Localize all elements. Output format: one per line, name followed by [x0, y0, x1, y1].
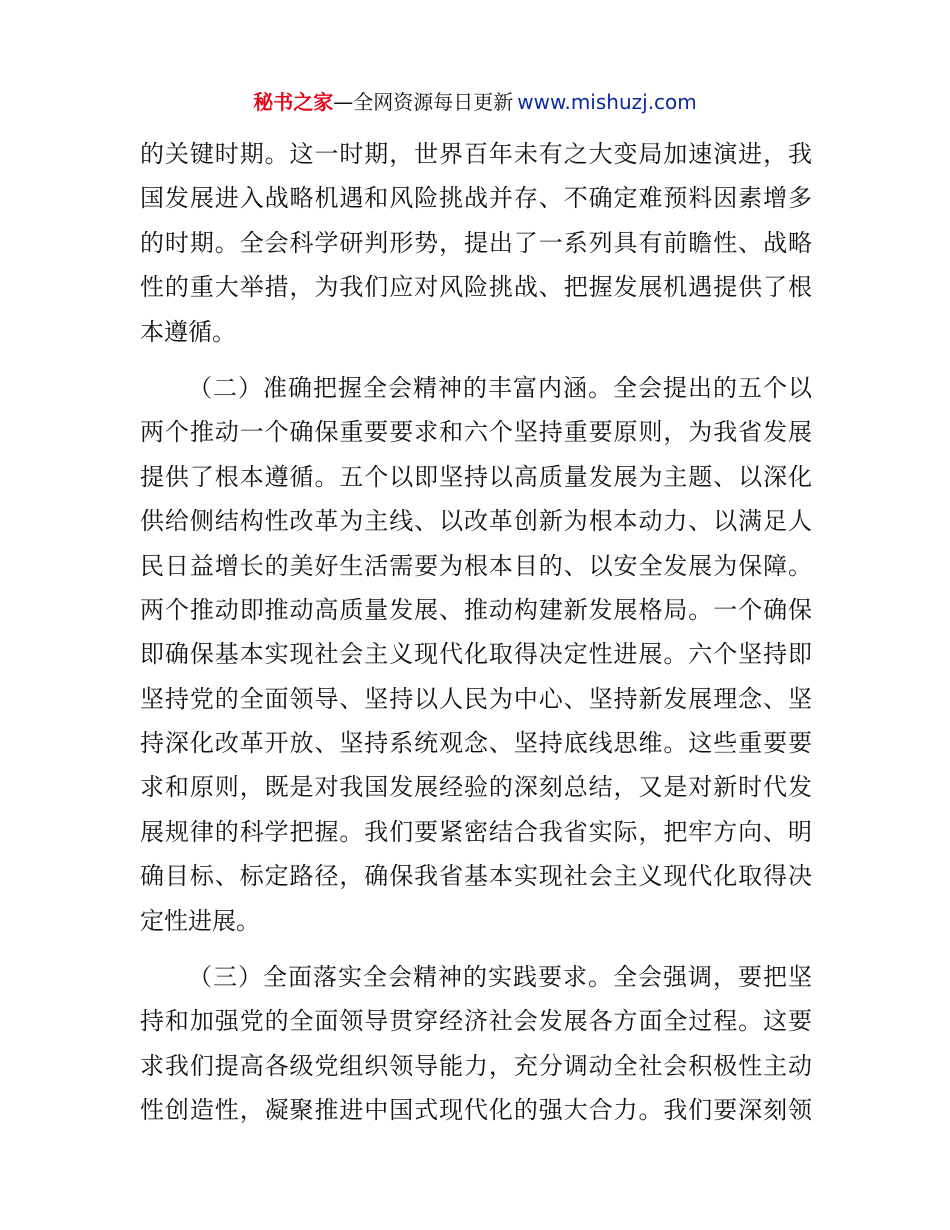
text-line: 性的重大举措，为我们应对风险挑战、把握发展机遇提供了根: [140, 273, 812, 302]
text-line: 性创造性，凝聚推进中国式现代化的强大合力。我们要深刻领: [140, 1096, 812, 1125]
text-line: 求我们提高各级党组织领导能力，充分调动全社会积极性主动: [140, 1051, 812, 1080]
text-line: 本遵循。: [140, 317, 236, 346]
text-line: 提供了根本遵循。五个以即坚持以高质量发展为主题、以深化: [140, 462, 812, 491]
paragraph-continuation: [140, 132, 812, 354]
header-brand: 秘书之家: [253, 90, 334, 114]
text-line: 即确保基本实现社会主义现代化取得决定性进展。六个坚持即: [140, 640, 812, 669]
text-line: 求和原则，既是对我国发展经验的深刻总结，又是对新时代发: [140, 773, 812, 802]
text-line: 两个推动即推动高质量发展、推动构建新发展格局。一个确保: [140, 595, 812, 624]
header-url-link[interactable]: www.mishuzj.com: [517, 90, 697, 114]
text-line: 两个推动一个确保重要要求和六个坚持重要原则，为我省发展: [140, 418, 812, 447]
text-line: 的关键时期。这一时期，世界百年未有之大变局加速演进，我: [140, 140, 812, 168]
header-slogan: —全网资源每日更新: [333, 90, 514, 114]
text-line: 国发展进入战略机遇和风险挑战并存、不确定难预料因素增多: [140, 184, 812, 213]
text-line: 供给侧结构性改革为主线、以改革创新为根本动力、以满足人: [140, 507, 812, 536]
document-body: [140, 132, 812, 1133]
text-line: 民日益增长的美好生活需要为根本目的、以安全发展为保障。: [140, 551, 812, 580]
text-line: 展规律的科学把握。我们要紧密结合我省实际，把牢方向、明: [140, 817, 812, 846]
paragraph-section-three: [140, 955, 812, 1133]
text-line: 的时期。全会科学研判形势，提出了一系列具有前瞻性、战略: [140, 228, 812, 257]
text-line: 定性进展。: [140, 906, 260, 935]
text-line: （三）全面落实全会精神的实践要求。全会强调，要把坚: [188, 963, 812, 992]
text-line: 持深化改革开放、坚持系统观念、坚持底线思维。这些重要要: [140, 729, 812, 758]
text-line: 坚持党的全面领导、坚持以人民为中心、坚持新发展理念、坚: [140, 684, 812, 713]
page-header: [0, 88, 950, 116]
paragraph-section-two: [140, 366, 812, 943]
text-line: 持和加强党的全面领导贯穿经济社会发展各方面全过程。这要: [140, 1007, 812, 1036]
text-line: （二）准确把握全会精神的丰富内涵。全会提出的五个以: [188, 373, 812, 402]
text-line: 确目标、标定路径，确保我省基本实现社会主义现代化取得决: [140, 862, 812, 891]
